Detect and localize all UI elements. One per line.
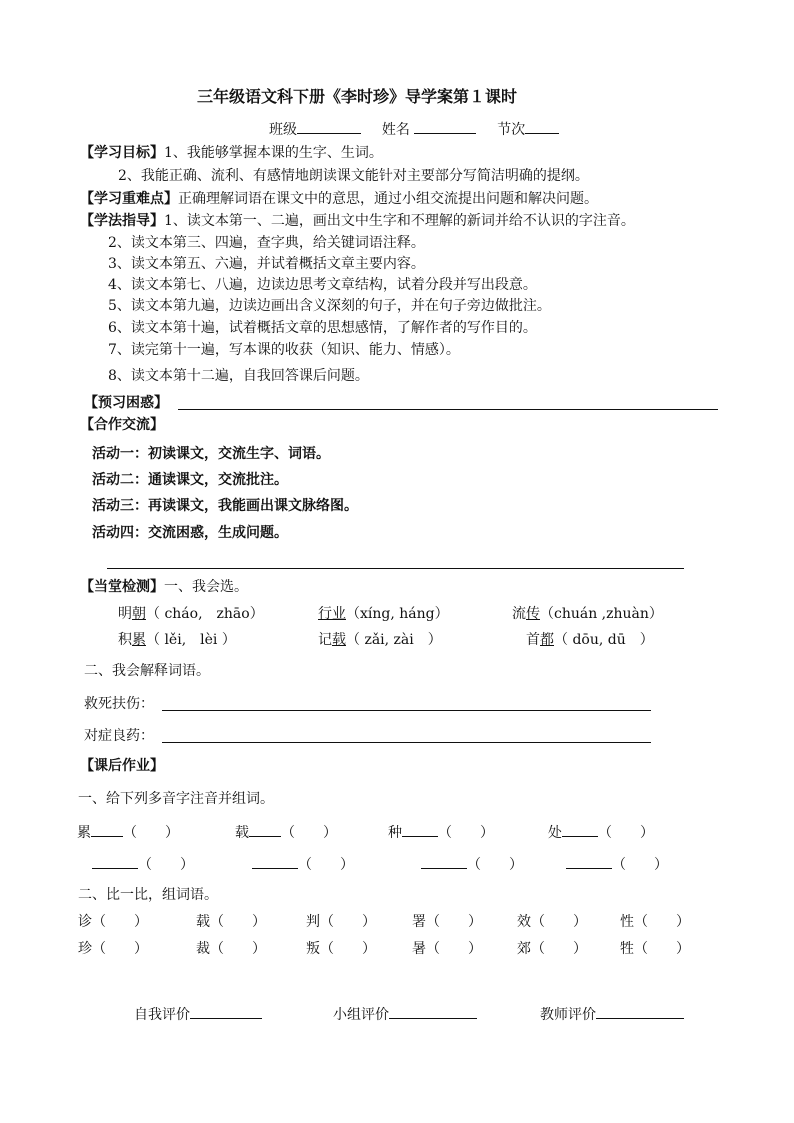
polyphone-item[interactable]: （ ） bbox=[92, 854, 194, 874]
pinyin-options: （ dōu, dū ） bbox=[554, 632, 654, 648]
section-field[interactable] bbox=[525, 119, 559, 134]
goals-label: 【学习目标】 bbox=[80, 145, 164, 161]
compare-item[interactable]: 裁（ ） bbox=[196, 941, 266, 957]
target-char: 行 bbox=[318, 606, 332, 622]
polyphone-item[interactable]: （ ） bbox=[252, 854, 354, 874]
polyphone-item[interactable]: 载 （ ） bbox=[235, 822, 337, 842]
pinyin-options: （ lěi, lèi ） bbox=[146, 632, 236, 648]
page-title: 三年级语文科下册《李时珍》导学案第１课时 bbox=[197, 87, 518, 106]
group-evaluation[interactable]: 小组评价 bbox=[333, 1004, 477, 1024]
homework-label: 【课后作业】 bbox=[80, 758, 164, 774]
goals-item-1: 1、我能够掌握本课的生字、生词。 bbox=[164, 145, 383, 161]
activity-item: 活动一：初读课文，交流生字、词语。 bbox=[92, 446, 330, 462]
test-part2-title: 二、我会解释词语。 bbox=[84, 663, 210, 679]
section-label: 节次 bbox=[497, 122, 526, 138]
homework-part2-title: 二、比一比，组词语。 bbox=[78, 887, 218, 903]
class-label: 班级 bbox=[269, 122, 297, 138]
activity-item: 活动三：再读课文，我能画出课文脉络图。 bbox=[92, 498, 358, 514]
activity-item: 活动四：交流困惑，生成问题。 bbox=[92, 525, 288, 541]
self-evaluation[interactable]: 自我评价 bbox=[134, 1004, 262, 1024]
compare-item[interactable]: 牲（ ） bbox=[620, 941, 690, 957]
compare-item[interactable]: 性（ ） bbox=[620, 914, 690, 930]
pinyin-choice-item[interactable]: 明朝（ cháo, zhāo） bbox=[118, 606, 264, 622]
word-explain-label: 救死扶伤： bbox=[84, 696, 154, 712]
class-field[interactable] bbox=[297, 119, 361, 134]
compare-item[interactable]: 效（ ） bbox=[517, 914, 587, 930]
activity-item: 活动二：通读课文，交流批注。 bbox=[92, 472, 288, 488]
word-explain-line[interactable] bbox=[162, 710, 651, 711]
method-step: 5、读文本第九遍，边读边画出含义深刻的句子，并在句子旁边做批注。 bbox=[108, 298, 551, 314]
preview-answer-line[interactable] bbox=[178, 409, 718, 410]
test-line bbox=[80, 578, 248, 596]
compare-item[interactable]: 署（ ） bbox=[412, 914, 482, 930]
key-points-line bbox=[80, 190, 598, 208]
compare-item[interactable]: 暑（ ） bbox=[412, 941, 482, 957]
compare-item[interactable]: 判（ ） bbox=[306, 914, 376, 930]
method-step: 7、读完第十一遍，写本课的收获（知识、能力、情感）。 bbox=[108, 342, 460, 358]
word-explain-line[interactable] bbox=[162, 742, 651, 743]
homework-part1-title: 一、给下列多音字注音并组词。 bbox=[78, 791, 274, 807]
method-label: 【学法指导】 bbox=[80, 213, 164, 229]
polyphone-item[interactable]: 处 （ ） bbox=[548, 822, 654, 842]
method-line-1 bbox=[80, 212, 635, 230]
pinyin-choice-item[interactable]: 行业（xíng, háng） bbox=[318, 606, 449, 622]
key-points-text: 正确理解词语在课文中的意思，通过小组交流提出问题和解决问题。 bbox=[178, 191, 598, 207]
pinyin-options: （ cháo, zhāo） bbox=[146, 606, 264, 622]
target-char: 朝 bbox=[132, 606, 146, 622]
method-step-1: 1、读文本第一、二遍，画出文中生字和不理解的新词并给不认识的字注音。 bbox=[164, 213, 635, 229]
cooperation-label: 【合作交流】 bbox=[80, 417, 164, 433]
compare-item[interactable]: 珍（ ） bbox=[78, 941, 148, 957]
test-label: 【当堂检测】 bbox=[80, 579, 164, 595]
activity-answer-line[interactable] bbox=[107, 568, 684, 569]
compare-item[interactable]: 郊（ ） bbox=[517, 941, 587, 957]
target-char: 累 bbox=[132, 632, 146, 648]
name-field[interactable] bbox=[414, 119, 476, 134]
pinyin-choice-item[interactable]: 积累（ lěi, lèi ） bbox=[118, 632, 236, 648]
word-explain-label: 对症良药： bbox=[84, 728, 154, 744]
polyphone-item[interactable]: 种 （ ） bbox=[388, 822, 494, 842]
target-char: 载 bbox=[332, 632, 346, 648]
goals-item-2: 2、我能正确、流利、有感情地朗读课文能针对主要部分写简洁明确的提纲。 bbox=[118, 168, 589, 184]
compare-item[interactable]: 叛（ ） bbox=[306, 941, 376, 957]
target-char: 都 bbox=[540, 632, 554, 648]
teacher-evaluation[interactable]: 教师评价 bbox=[540, 1004, 684, 1024]
goals-line-1 bbox=[80, 144, 383, 162]
method-step: 4、读文本第七、八遍，边读边思考文章结构，试着分段并写出段意。 bbox=[108, 277, 537, 293]
method-step: 8、读文本第十二遍，自我回答课后问题。 bbox=[108, 368, 369, 384]
compare-item[interactable]: 诊（ ） bbox=[78, 914, 148, 930]
target-char: 传 bbox=[526, 606, 540, 622]
polyphone-item[interactable]: （ ） bbox=[421, 854, 523, 874]
pinyin-options: （ zǎi, zài ） bbox=[346, 632, 442, 648]
pinyin-choice-item[interactable]: 记载（ zǎi, zài ） bbox=[318, 632, 442, 648]
pinyin-choice-item[interactable]: 流传（chuán ,zhuàn） bbox=[512, 606, 663, 622]
polyphone-item[interactable]: 累 （ ） bbox=[77, 822, 179, 842]
compare-item[interactable]: 载（ ） bbox=[196, 914, 266, 930]
method-step: 3、读文本第五、六遍，并试着概括文章主要内容。 bbox=[108, 256, 425, 272]
name-label: 姓名 bbox=[381, 122, 410, 138]
method-step: 2、读文本第三、四遍，查字典，给关键词语注释。 bbox=[108, 235, 425, 251]
pinyin-options: （chuán ,zhuàn） bbox=[540, 606, 663, 622]
test-part1-title: 一、我会选。 bbox=[164, 579, 248, 595]
method-step: 6、读文本第十遍，试着概括文章的思想感情，了解作者的写作目的。 bbox=[108, 320, 537, 336]
pinyin-options: （xíng, háng） bbox=[346, 606, 449, 622]
preview-label: 【预习困惑】 bbox=[84, 395, 168, 411]
header-fields bbox=[269, 119, 559, 139]
polyphone-item[interactable]: （ ） bbox=[566, 854, 668, 874]
key-points-label: 【学习重难点】 bbox=[80, 191, 178, 207]
pinyin-choice-item[interactable]: 首都（ dōu, dū ） bbox=[526, 632, 654, 648]
